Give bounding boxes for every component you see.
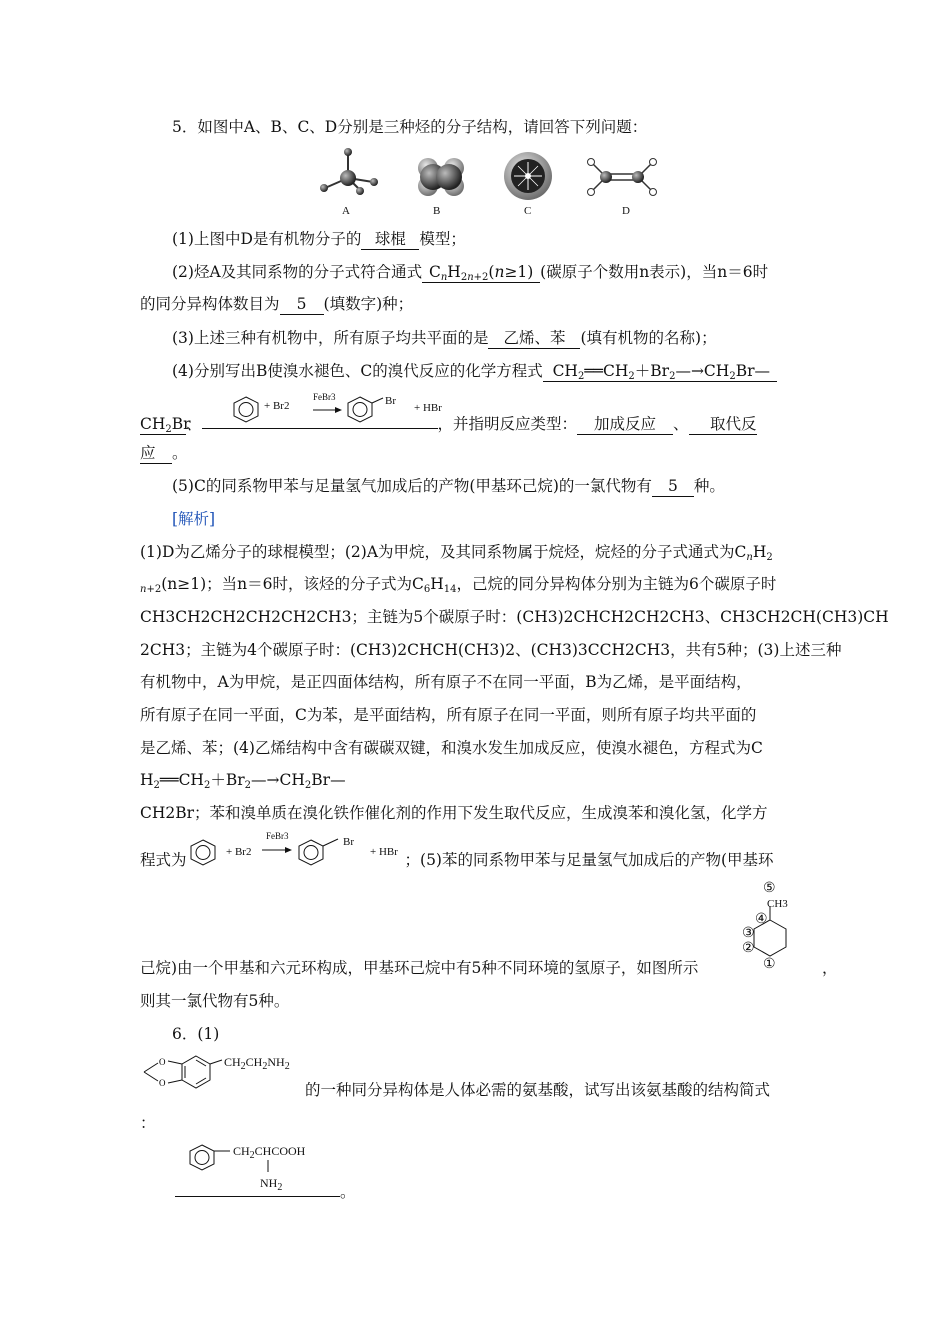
analysis-line: $_{n+2}$(n≥1)；当n＝6时，该烃的分子式为$C_6H_{14}$，己烷的同分异构体分别为主链为6个碳原子时	[140, 575, 777, 595]
analysis-line: (1)D为乙烯分子的球棍模型；(2)A为甲烷，及其同系物属于烷烃，烷烃的分子式通式为$C_nH_2$	[140, 543, 773, 563]
answer-blank: 5	[652, 476, 694, 497]
answer-blank: 加成反应	[577, 414, 673, 435]
ethylene-space-filling-icon	[418, 158, 464, 196]
svg-text:O: O	[159, 1057, 166, 1067]
analysis-line-equation: $H_2══CH_2+Br_2—\to CH_2Br—$	[140, 771, 346, 791]
answer-blank: 5	[280, 294, 324, 315]
position-label-2: ②	[742, 941, 755, 956]
q5-part3: (3)上述三种有机物中，所有原子均共平面的是 乙烯、苯 (填有机物的名称)；	[172, 329, 717, 347]
side-chain-label: $CH_2CH_2NH_2$	[224, 1055, 290, 1072]
analysis-line: 有机物中，A为甲烷，是正四面体结构，所有原子不在同一平面，B为乙烯，是平面结构，	[140, 673, 752, 691]
q6-title: 6．(1)	[172, 1025, 220, 1043]
febr3-catalyst: FeBr3	[313, 392, 336, 402]
answer-blank: 乙烯、苯	[488, 328, 580, 349]
analysis-line-end: ，	[822, 959, 838, 977]
analysis-line: CH3CH2CH2CH2CH2CH3；主链为5个碳原子时：(CH3)2CHCH2CH2CH3、CH3CH2CH(CH3)CH	[140, 608, 889, 626]
methane-model-icon	[320, 148, 378, 195]
analysis-line: 所有原子在同一平面，C为苯，是平面结构，所有原子在同一平面，则所有原子均共平面的	[140, 706, 757, 724]
answer-blank: 取代反	[689, 414, 757, 435]
q5-part2: (2)烃A及其同系物的分子式符合通式 $C_nH_{2n+2}(n\ge 1)$ (碳原子个数用n表示)，当n＝6时	[172, 263, 769, 283]
q6-answer-blank: 。	[175, 1178, 356, 1202]
hbr-product: + HBr	[414, 402, 442, 414]
febr3-catalyst: FeBr3	[266, 831, 289, 841]
analysis-line: CH2Br；苯和溴单质在溴化铁作催化剂的作用下发生取代反应，生成溴苯和溴化氢，化学方	[140, 804, 768, 822]
benzene-space-filling-icon	[504, 152, 552, 200]
q5-part2-line2: 的同分异构体数目为 5 (填数字)种；	[140, 295, 414, 313]
answer-blank-equation: $CH_2══CH_2+Br_2—\to CH_2Br—$	[543, 361, 777, 382]
q5-part1: (1)上图中D是有机物分子的 球棍 模型；	[172, 230, 466, 248]
q5-part4-line2: $CH_2Br$、 ，并指明反应类型： 加成反应 、 取代反	[140, 410, 757, 435]
ethylene-ball-stick-icon	[588, 159, 657, 196]
q5-part4-line3: 应 。	[140, 444, 188, 462]
analysis-line: 己烷)由一个甲基和六元环构成，甲基环己烷中有5种不同环境的氢原子，如图所示	[140, 959, 699, 977]
hbr-product: + HBr	[370, 846, 398, 858]
answer-blank: 球棍	[361, 229, 419, 250]
analysis-line: 2CH3；主链为4个碳原子时：(CH3)2CHCH(CH3)2、(CH3)3CCH2CH3，共有5种；(3)上述三种	[140, 641, 842, 659]
br2-reagent: + Br2	[226, 846, 252, 858]
model-label-d: D	[622, 205, 630, 217]
position-label-4: ④	[755, 912, 768, 927]
br-substituent: Br	[343, 836, 354, 848]
analysis-tag: [解析]	[172, 510, 216, 528]
q5-part4: (4)分别写出B使溴水褪色、C的溴代反应的化学方程式 $CH_2══CH_2+Br_2—\to CH_2Br—$	[172, 361, 777, 382]
q6-colon: ：	[140, 1114, 156, 1132]
analysis-line: 则其一氯代物有5种。	[140, 992, 290, 1010]
model-label-b: B	[433, 205, 441, 217]
svg-text:O: O	[159, 1078, 166, 1088]
ch3-label: CH3	[767, 898, 788, 910]
br2-reagent: + Br2	[264, 400, 290, 412]
br-substituent: Br	[385, 395, 396, 407]
position-label-3: ③	[742, 926, 755, 941]
model-label-a: A	[342, 205, 350, 217]
q5-part5: (5)C的同系物甲苯与足量氢气加成后的产物(甲基环己烷)的一氯代物有 5 种。	[172, 477, 725, 495]
position-label-5: ⑤	[763, 881, 776, 896]
analysis-line: 程式为 ；(5)苯的同系物甲苯与足量氢气加成后的产物(甲基环	[140, 851, 774, 869]
analysis-line: 是乙烯、苯；(4)乙烯结构中含有碳碳双键，和溴水发生加成反应，使溴水褪色，方程式为C	[140, 739, 763, 757]
q6-structure	[138, 1052, 238, 1098]
answer-blank-formula: $C_nH_{2n+2}(n\ge 1)$	[422, 262, 540, 283]
model-label-c: C	[524, 205, 532, 217]
amino-group-label: $NH_2$	[260, 1176, 283, 1193]
q6-line1: 的一种同分异构体是人体必需的氨基酸，试写出该氨基酸的结构简式	[305, 1081, 771, 1099]
molecule-models	[315, 145, 675, 205]
q5-title: 5．如图中A、B、C、D分别是三种烃的分子结构，请回答下列问题：	[172, 118, 648, 136]
side-chain-label: $CH_2CHCOOH$	[233, 1144, 306, 1161]
position-label-1: ①	[763, 957, 776, 972]
